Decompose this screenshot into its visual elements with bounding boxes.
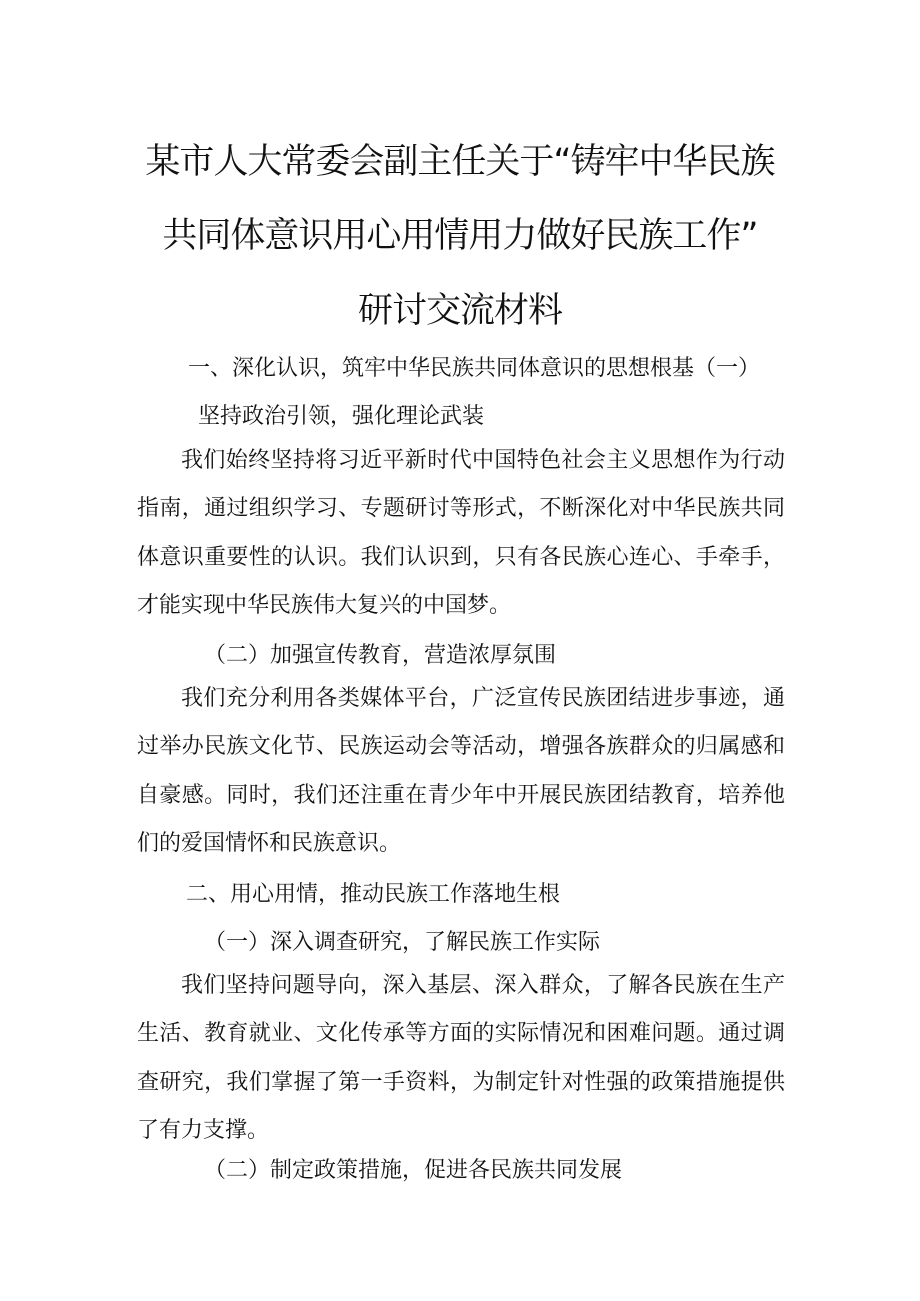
document-title-line-3: 研讨交流材料 (357, 291, 562, 331)
section2-subheading-1: （一）深入调查研究，了解民族工作实际 (204, 930, 601, 955)
section1-paragraph-2: 我们充分利用各类媒体平台，广泛宣传民族团结进步事迹，通过举办民族文化节、民族运动会等活动，增强各族群众的归属感和自豪感。同时，我们还注重在青少年中开展民族团结教育，培养他们的爱国情怀和民族意识。 (137, 686, 785, 856)
section1-subheading-2: （二）加强宣传教育，营造浓厚氛围 (204, 643, 557, 668)
document-title-line-1: 某市人大常委会副主任关于“铸牢中华民族 (145, 142, 775, 182)
section1-heading: 一、深化认识，筑牢中华民族共同体意识的思想根基（一） (188, 356, 761, 381)
document-title-line-2: 共同体意识用心用情用力做好民族工作” (162, 216, 758, 256)
section2-subheading-2: （二）制定政策措施，促进各民族共同发展 (204, 1158, 623, 1183)
section1-paragraph-1: 我们始终坚持将习近平新时代中国特色社会主义思想作为行动指南，通过组织学习、专题研讨等形式，不断深化对中华民族共同体意识重要性的认识。我们认识到，只有各民族心连心、手牵手，才能实现中华民族伟大复兴的中国梦。 (137, 448, 785, 618)
section1-subheading-1: 坚持政治引领，强化理论武装 (198, 404, 485, 429)
section2-paragraph-1: 我们坚持问题导向，深入基层、深入群众，了解各民族在生产生活、教育就业、文化传承等方面的实际情况和困难问题。通过调查研究，我们掌握了第一手资料，为制定针对性强的政策措施提供了有力支撑。 (137, 973, 785, 1143)
section2-heading: 二、用心用情，推动民族工作落地生根 (186, 882, 561, 907)
